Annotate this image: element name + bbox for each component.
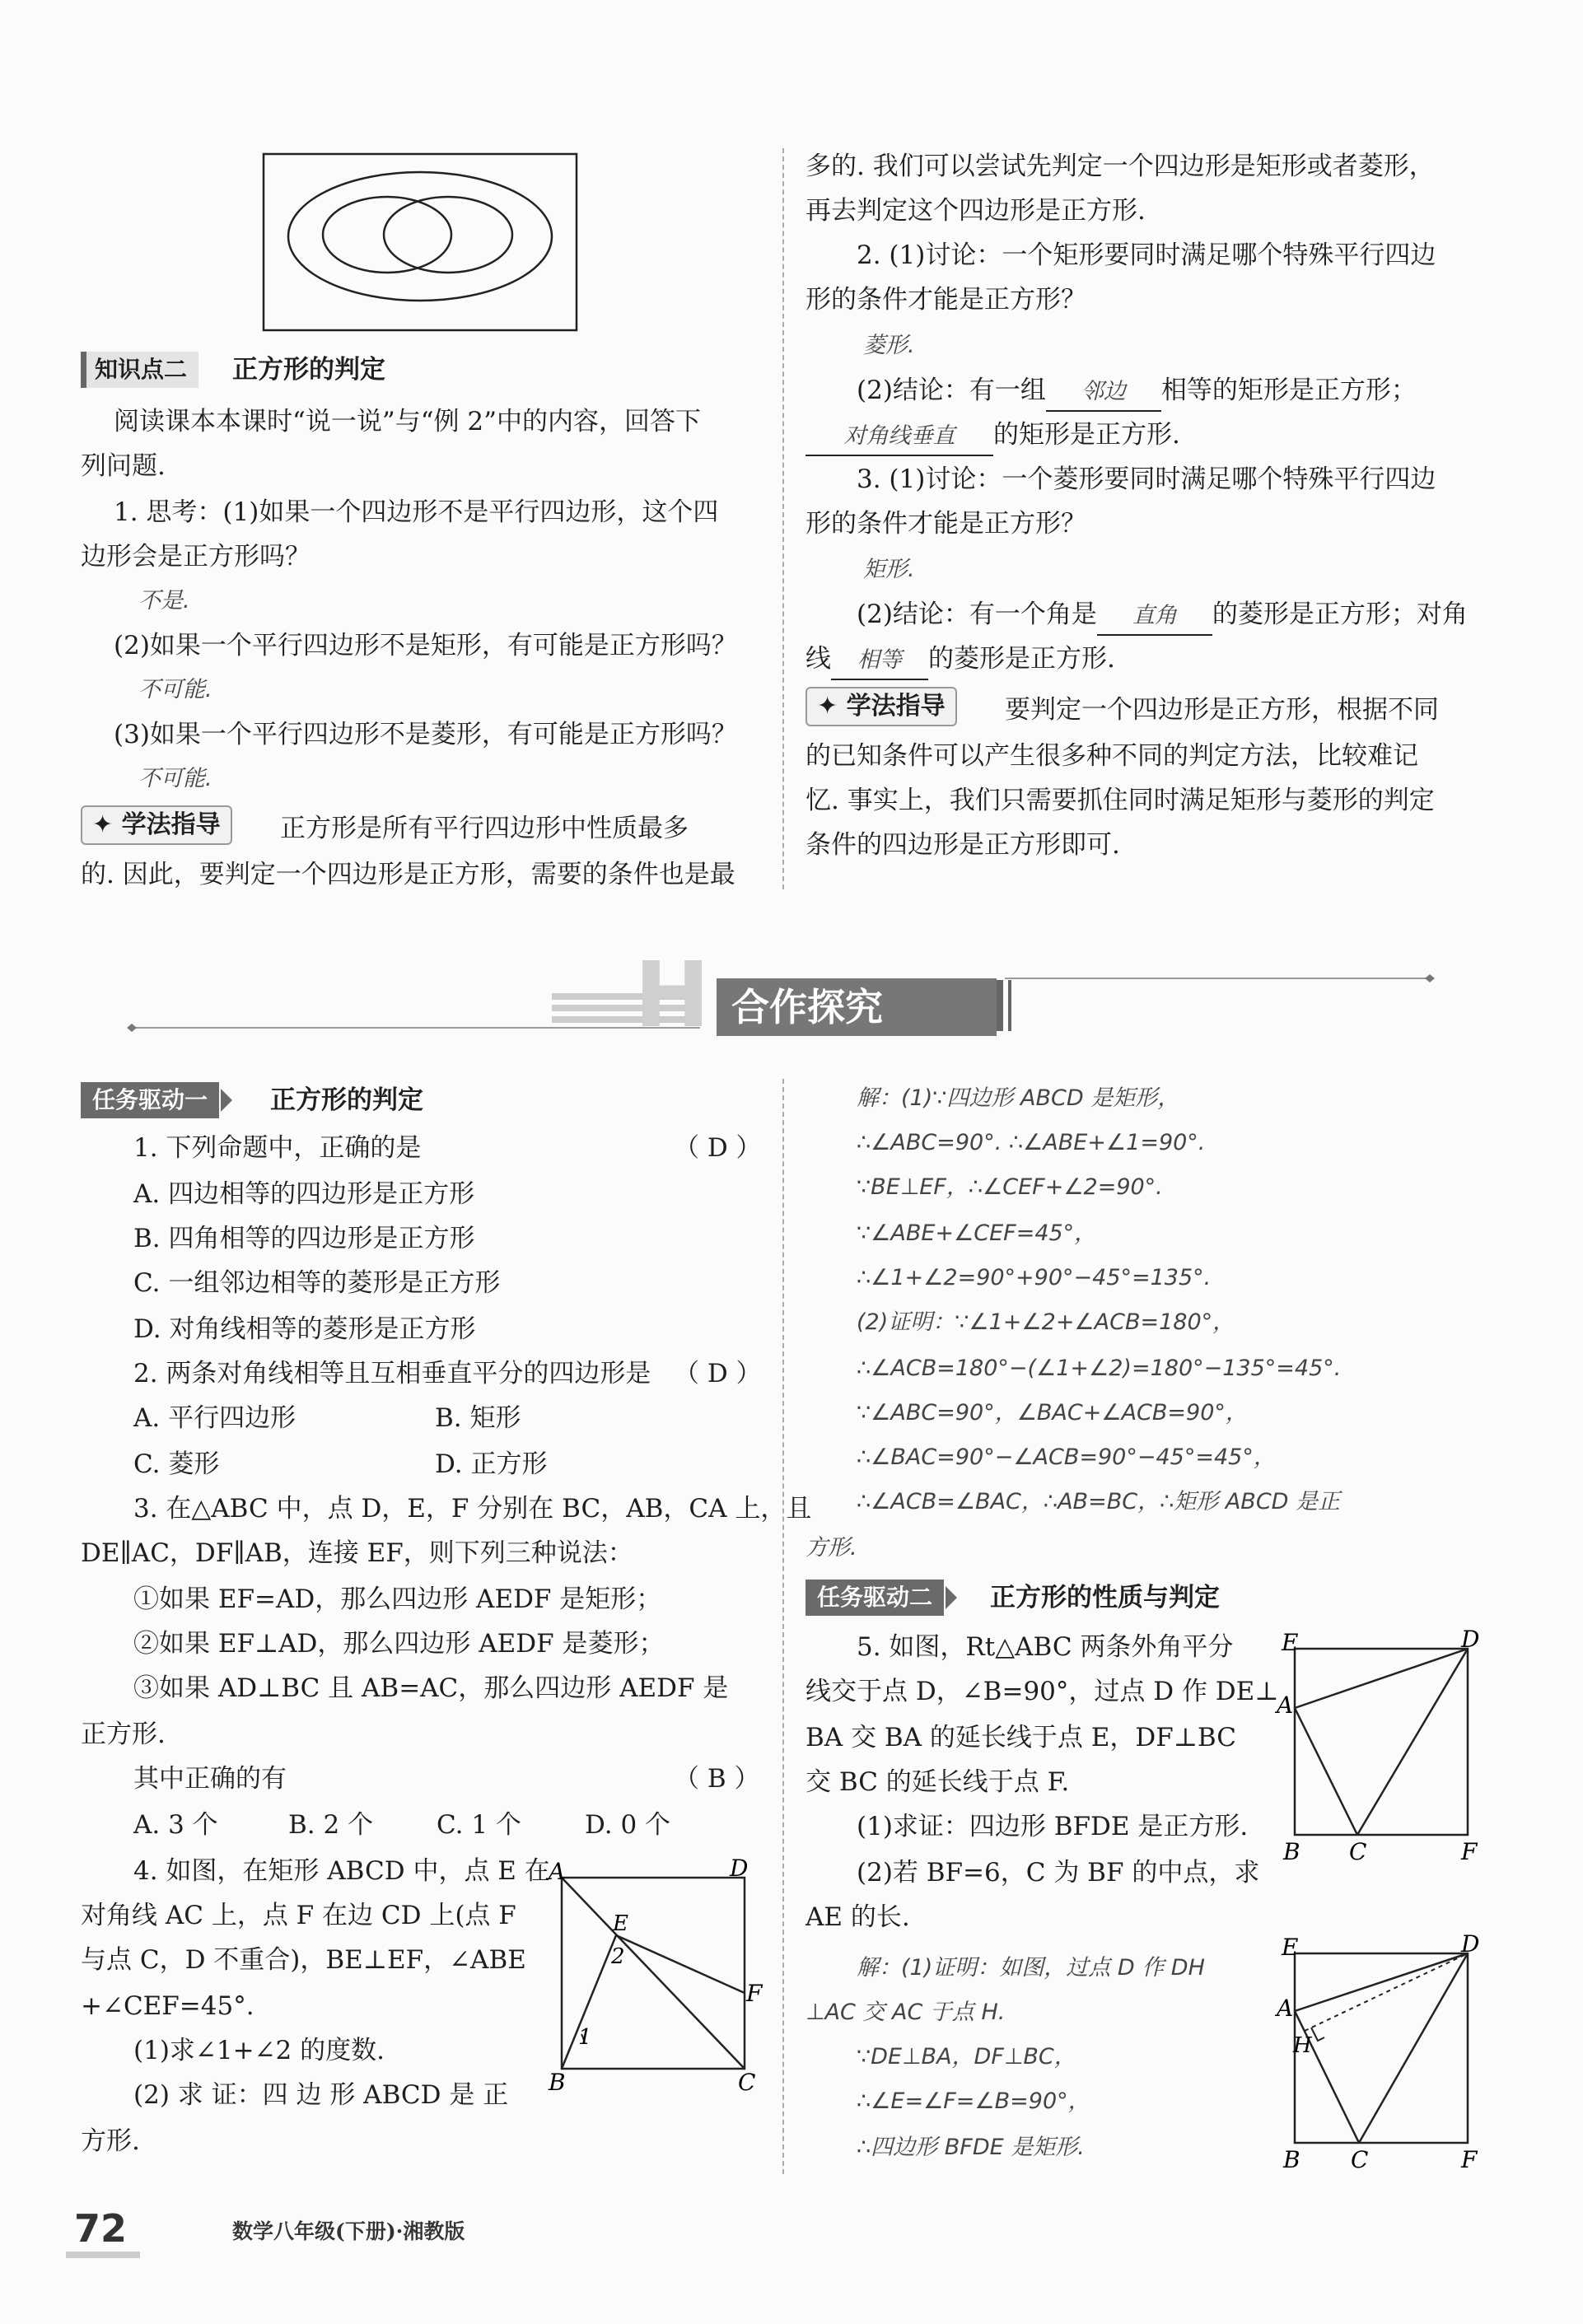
diamond-icon: ✦ <box>92 810 114 839</box>
fig5-label: E <box>1282 1629 1299 1656</box>
question-line: DE∥AC，DF∥AB，连接 EF，则下列三种说法： <box>81 1538 633 1568</box>
venn-diagram <box>262 152 578 332</box>
solution-line: 解：(1)证明：如图，过点 D 作 DH <box>857 1955 1205 1981</box>
section-letter: H <box>634 942 711 1048</box>
question-line: (1)求证：四边形 BFDE 是正方形. <box>857 1812 1249 1841</box>
fig5b-label: D <box>1461 1930 1480 1958</box>
fig4-label: E <box>613 1911 628 1936</box>
option: D. 正方形 <box>435 1449 548 1479</box>
option: A. 四边相等的四边形是正方形 <box>133 1179 475 1209</box>
study-guide-label: ✦ 学法指导 <box>81 805 232 845</box>
question-line: 形的条件才能是正方形？ <box>806 285 1086 315</box>
solution-line: ∴四边形 BFDE 是矩形. <box>857 2135 1085 2160</box>
option: C. 1 个 <box>437 1810 521 1840</box>
fig4-label: 2 <box>611 1944 625 1969</box>
question-line: AE 的长. <box>806 1902 910 1932</box>
question-line: 1. 思考：(1)如果一个四边形不是平行四边形，这个四 <box>114 497 719 527</box>
figure-square-bfde-with-h <box>1275 1930 1489 2174</box>
guide-text: 的. 因此，要判定一个四边形是正方形，需要的条件也是最 <box>81 860 735 889</box>
guide-text: 再去判定这个四边形是正方形. <box>806 196 1146 226</box>
footer-book-title: 数学八年级(下册)·湘教版 <box>232 2219 465 2243</box>
fig4-label: 1 <box>578 2025 592 2050</box>
knowledge-point-title: 正方形的判定 <box>232 355 385 385</box>
solution-line: ∵∠ABE+∠CEF=45°， <box>857 1220 1097 1246</box>
solution-line: 方形. <box>806 1535 857 1561</box>
answer-choice: （ D ） <box>674 1359 762 1388</box>
handwritten-answer: 矩形. <box>863 557 915 582</box>
solution-line: 解：(1)∵四边形 ABCD 是矩形， <box>857 1085 1180 1111</box>
solution-line: ∵BE⊥EF，∴∠CEF+∠2=90°. <box>857 1174 1163 1200</box>
task-title: 正方形的判定 <box>270 1085 423 1115</box>
statement: ③如果 AD⊥BC 且 AB=AC，那么四边形 AEDF 是 <box>133 1673 729 1703</box>
question-line: 其中正确的有 <box>133 1764 287 1794</box>
fig4-label: C <box>738 2069 756 2096</box>
fig5b-label: B <box>1283 2146 1300 2173</box>
fig4-label: D <box>730 1855 749 1882</box>
question-line: 5. 如图，Rt△ABC 两条外角平分 <box>857 1632 1234 1662</box>
intro-line: 列问题. <box>81 451 166 481</box>
guide-text: 多的. 我们可以尝试先判定一个四边形是矩形或者菱形， <box>806 152 1435 181</box>
fig5-label: C <box>1349 1838 1367 1865</box>
conclusion-line: 线 相等 的菱形是正方形. <box>806 641 1115 680</box>
conclusion-line: 对角线垂直 的矩形是正方形. <box>806 417 1180 456</box>
option: B. 四角相等的四边形是正方形 <box>133 1224 475 1253</box>
question-line: (3)如果一个平行四边形不是菱形，有可能是正方形吗？ <box>114 720 737 749</box>
guide-text: 要判定一个四边形是正方形，根据不同 <box>1005 695 1439 725</box>
fig5b-label: A <box>1277 1995 1294 2022</box>
fig5-label: F <box>1461 1838 1478 1865</box>
task-badge: 任务驱动二 <box>806 1580 944 1616</box>
column-divider <box>782 148 784 889</box>
solution-line: ∵DE⊥BA，DF⊥BC， <box>857 2044 1076 2070</box>
option: B. 2 个 <box>288 1810 374 1840</box>
statement: ①如果 EF=AD，那么四边形 AEDF 是矩形； <box>133 1584 662 1614</box>
fill-blank: 相等 <box>831 642 928 680</box>
knowledge-point-badge: 知识点二 <box>81 352 198 388</box>
solution-line: ∴∠ACB=∠BAC，∴AB=BC，∴矩形 ABCD 是正 <box>857 1489 1341 1514</box>
solution-line: ∴∠ABC=90°. ∴∠ABE+∠1=90°. <box>857 1130 1206 1155</box>
fig5-label: D <box>1461 1626 1480 1653</box>
guide-text: 条件的四边形是正方形即可. <box>806 830 1120 860</box>
solution-line: ∴∠ACB=180°−(∠1+∠2)=180°−135°=45°. <box>857 1356 1342 1381</box>
task-badge: 任务驱动一 <box>81 1082 219 1118</box>
option: C. 菱形 <box>133 1449 220 1479</box>
fill-blank: 直角 <box>1097 598 1212 636</box>
option: B. 矩形 <box>435 1403 521 1433</box>
question-line: 1. 下列命题中，正确的是 <box>133 1133 422 1163</box>
option: D. 对角线相等的菱形是正方形 <box>133 1314 476 1344</box>
question-line: 方形. <box>81 2126 140 2156</box>
question-line: 3. (1)讨论：一个菱形要同时满足哪个特殊平行四边 <box>857 464 1436 494</box>
question-line: 3. 在△ABC 中，点 D，E，F 分别在 BC，AB，CA 上，且 <box>133 1494 812 1524</box>
solution-line: ∴∠BAC=90°−∠ACB=90°−45°=45°， <box>857 1444 1276 1470</box>
statement: 正方形. <box>81 1720 166 1749</box>
question-line: (2) 求 证：四 边 形 ABCD 是 正 <box>133 2080 509 2110</box>
option: A. 3 个 <box>133 1810 218 1840</box>
solution-line: (2)证明：∵∠1+∠2+∠ACB=180°， <box>857 1309 1235 1335</box>
solution-line: ∴∠1+∠2=90°+90°−45°=135°. <box>857 1265 1212 1290</box>
question-line: 交 BC 的延长线于点 F. <box>806 1767 1070 1797</box>
diamond-icon: ✦ <box>817 692 838 721</box>
intro-line: 阅读课本本课时“说一说”与“例 2”中的内容，回答下 <box>114 407 701 436</box>
fig4-label: B <box>549 2069 566 2096</box>
question-line: 对角线 AC 上，点 F 在边 CD 上(点 F <box>81 1901 516 1930</box>
question-line: 4. 如图，在矩形 ABCD 中，点 E 在 <box>133 1856 550 1886</box>
page-number-underline <box>66 2252 140 2258</box>
fig5b-label: E <box>1282 1934 1299 1961</box>
guide-text: 的已知条件可以产生很多种不同的判定方法，比较难记 <box>806 741 1418 771</box>
page-number: 72 <box>74 2206 128 2251</box>
column-divider <box>782 1079 784 2174</box>
fill-blank: 对角线垂直 <box>806 418 993 456</box>
question-line: 2. 两条对角线相等且互相垂直平分的四边形是 <box>133 1359 651 1388</box>
question-line: +∠CEF=45°. <box>81 1991 254 2021</box>
fill-blank: 邻边 <box>1046 374 1161 412</box>
question-line: 形的条件才能是正方形？ <box>806 509 1086 539</box>
answer-choice: （ B ） <box>674 1764 760 1794</box>
handwritten-answer: 菱形. <box>863 333 915 358</box>
conclusion-line: (2)结论：有一个角是 直角 的菱形是正方形；对角 <box>857 596 1468 636</box>
question-line: BA 交 BA 的延长线于点 E，DF⊥BC <box>806 1723 1236 1752</box>
figure-rectangle-abcd <box>544 1855 763 2108</box>
question-line: 边形会是正方形吗？ <box>81 542 311 572</box>
solution-line: ∵∠ABC=90°，∠BAC+∠ACB=90°， <box>857 1400 1248 1426</box>
option: D. 0 个 <box>585 1810 671 1840</box>
figure-square-bfde <box>1275 1626 1489 1869</box>
option: A. 平行四边形 <box>133 1403 297 1433</box>
fig5b-label: F <box>1461 2146 1478 2173</box>
question-line: 与点 C，D 不重合)，BE⊥EF，∠ABE <box>81 1945 526 1975</box>
question-line: 2. (1)讨论：一个矩形要同时满足哪个特殊平行四边 <box>857 240 1436 270</box>
guide-text: 忆. 事实上，我们只需要抓住同时满足矩形与菱形的判定 <box>806 786 1435 815</box>
guide-text: 正方形是所有平行四边形中性质最多 <box>280 814 689 843</box>
question-line: 线交于点 D，∠B=90°，过点 D 作 DE⊥ <box>806 1677 1279 1706</box>
handwritten-answer: 不可能. <box>138 677 212 702</box>
fig5b-label: H <box>1293 2033 1312 2058</box>
solution-line: ⊥AC 交 AC 于点 H. <box>806 2000 1006 2025</box>
study-guide-label: ✦ 学法指导 <box>806 687 957 726</box>
handwritten-answer: 不是. <box>138 588 190 614</box>
option: C. 一组邻边相等的菱形是正方形 <box>133 1268 501 1298</box>
fig4-label: A <box>549 1858 566 1885</box>
solution-line: ∴∠E=∠F=∠B=90°， <box>857 2088 1090 2114</box>
fig5b-label: C <box>1351 2146 1369 2173</box>
handwritten-answer: 不可能. <box>138 766 212 791</box>
fig4-label: F <box>746 1980 763 2007</box>
fig5-label: A <box>1277 1692 1294 1719</box>
question-line: (2)如果一个平行四边形不是矩形，有可能是正方形吗？ <box>114 631 737 660</box>
answer-choice: （ D ） <box>674 1133 762 1163</box>
task-title: 正方形的性质与判定 <box>990 1583 1220 1612</box>
conclusion-line: (2)结论：有一组 邻边 相等的矩形是正方形； <box>857 372 1417 412</box>
fig5-label: B <box>1283 1838 1300 1865</box>
statement: ②如果 EF⊥AD，那么四边形 AEDF 是菱形； <box>133 1629 665 1659</box>
question-line: (1)求∠1+∠2 的度数. <box>133 2036 385 2065</box>
section-title: 合作探究 <box>731 985 883 1029</box>
question-line: (2)若 BF=6，C 为 BF 的中点，求 <box>857 1858 1260 1888</box>
